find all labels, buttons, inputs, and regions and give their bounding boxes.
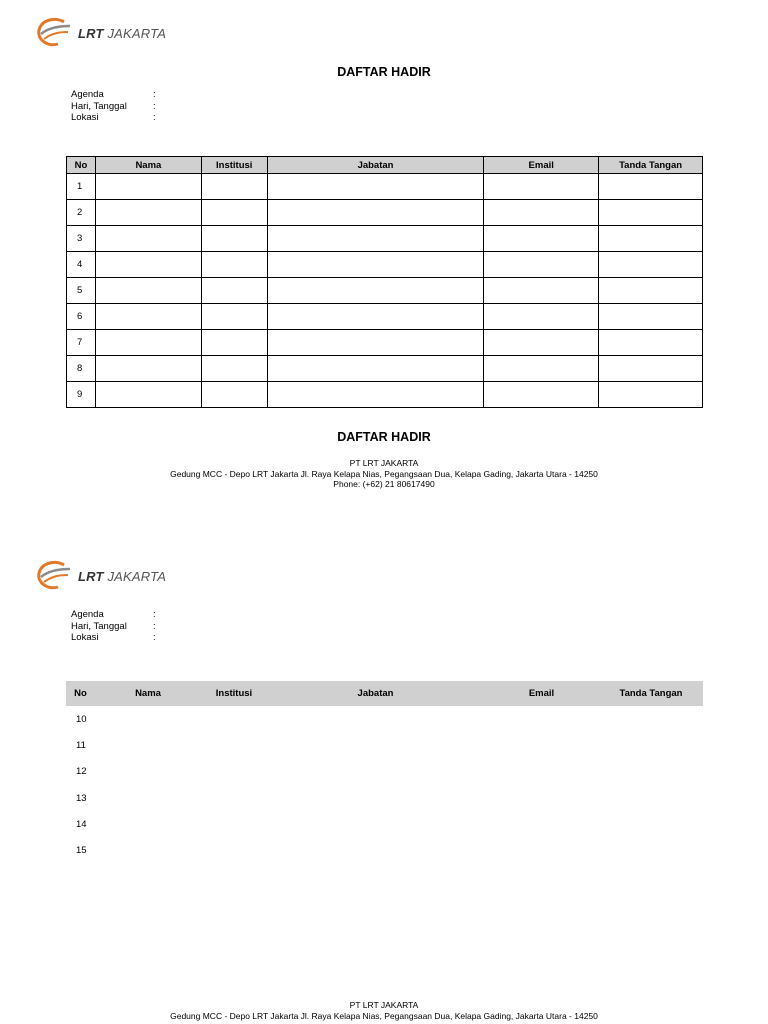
page-title: DAFTAR HADIR [337, 65, 431, 79]
cell-email[interactable] [484, 732, 599, 758]
row-number: 3 [67, 226, 96, 252]
cell-institusi[interactable] [201, 174, 267, 200]
table-row [66, 759, 703, 785]
row-number: 11 [76, 739, 86, 751]
table-row [66, 785, 703, 811]
row-number: 7 [67, 330, 96, 356]
cell-jabatan[interactable] [267, 304, 484, 330]
table-row [66, 706, 703, 732]
cell-institusi[interactable] [201, 811, 267, 837]
cell-tanda-tangan[interactable] [599, 226, 703, 252]
page-footer [0, 458, 768, 490]
lrt-logo-icon [34, 557, 74, 595]
cell-jabatan[interactable] [267, 200, 484, 226]
cell-nama[interactable] [95, 811, 201, 837]
cell-nama[interactable] [95, 837, 201, 863]
logo-text-lrt: LRT [78, 25, 104, 41]
header-nama: Nama [95, 157, 201, 174]
cell-email[interactable] [484, 330, 599, 356]
cell-email[interactable] [484, 837, 599, 863]
header-email: Email [484, 157, 599, 174]
header-no: No [66, 681, 95, 706]
row-number: 1 [67, 174, 96, 200]
row-number: 4 [67, 252, 96, 278]
header-jabatan: Jabatan [267, 681, 484, 706]
cell-email[interactable] [484, 706, 599, 732]
table-row [67, 200, 703, 226]
footer-title: DAFTAR HADIR [337, 430, 431, 444]
meta-hari-tanggal: Hari, Tanggal : [71, 620, 156, 632]
table-row [67, 304, 703, 330]
cell-jabatan[interactable] [267, 330, 484, 356]
cell-tanda-tangan[interactable] [599, 811, 703, 837]
logo-wordmark [78, 26, 166, 41]
cell-institusi[interactable] [201, 785, 267, 811]
table-row [67, 356, 703, 382]
cell-tanda-tangan[interactable] [599, 382, 703, 408]
cell-tanda-tangan[interactable] [599, 174, 703, 200]
cell-email[interactable] [484, 200, 599, 226]
cell-tanda-tangan[interactable] [599, 759, 703, 785]
cell-jabatan[interactable] [267, 382, 484, 408]
cell-tanda-tangan[interactable] [599, 706, 703, 732]
cell-nama[interactable] [95, 252, 201, 278]
cell-email[interactable] [484, 382, 599, 408]
cell-email[interactable] [484, 356, 599, 382]
header-tanda-tangan: Tanda Tangan [599, 157, 703, 174]
cell-nama[interactable] [95, 759, 201, 785]
cell-institusi[interactable] [201, 759, 267, 785]
company-logo-2 [34, 557, 166, 595]
cell-jabatan[interactable] [267, 706, 484, 732]
cell-jabatan[interactable] [267, 174, 484, 200]
meta-agenda: Agenda : [71, 609, 156, 620]
cell-email[interactable] [484, 785, 599, 811]
cell-jabatan[interactable] [267, 278, 484, 304]
table-row [67, 252, 703, 278]
header-no: No [67, 157, 96, 174]
cell-tanda-tangan[interactable] [599, 785, 703, 811]
cell-nama[interactable] [95, 356, 201, 382]
cell-nama[interactable] [95, 330, 201, 356]
table-row [67, 278, 703, 304]
row-number: 5 [67, 278, 96, 304]
logo-text-lrt: LRT [78, 568, 104, 584]
table-row [67, 330, 703, 356]
footer-address: Gedung MCC - Depo LRT Jakarta Jl. Raya Kelapa Nias, Pegangsaan Dua, Kelapa Gading, Jakarta Utara - 14250 [170, 468, 598, 479]
cell-email[interactable] [484, 174, 599, 200]
cell-email[interactable] [484, 252, 599, 278]
cell-institusi[interactable] [201, 278, 267, 304]
meta-lokasi: Lokasi : [71, 632, 156, 643]
table-row [66, 811, 703, 837]
cell-nama[interactable] [95, 785, 201, 811]
cell-tanda-tangan[interactable] [599, 330, 703, 356]
table-header-row [67, 157, 703, 174]
row-number: 12 [76, 766, 87, 778]
meta-lokasi: Lokasi : [71, 112, 156, 123]
row-number: 8 [67, 356, 96, 382]
cell-institusi[interactable] [201, 382, 267, 408]
attendance-table-2 [66, 681, 703, 864]
cell-nama[interactable] [95, 304, 201, 330]
footer-company: PT LRT JAKARTA [349, 458, 419, 468]
logo-text-jakarta: JAKARTA [107, 25, 167, 41]
attendance-table [66, 156, 703, 408]
table-header-row [66, 681, 703, 706]
row-number: 9 [67, 382, 96, 408]
cell-tanda-tangan[interactable] [599, 200, 703, 226]
table-row [67, 382, 703, 408]
cell-institusi[interactable] [201, 837, 267, 863]
table-row [67, 174, 703, 200]
cell-jabatan[interactable] [267, 811, 484, 837]
cell-tanda-tangan[interactable] [599, 304, 703, 330]
footer-address: Gedung MCC - Depo LRT Jakarta Jl. Raya Kelapa Nias, Pegangsaan Dua, Kelapa Gading, Jakarta Utara - 14250 [170, 1010, 598, 1021]
cell-institusi[interactable] [201, 732, 267, 758]
cell-jabatan[interactable] [267, 252, 484, 278]
header-tanda-tangan: Tanda Tangan [599, 681, 703, 706]
cell-institusi[interactable] [201, 304, 267, 330]
table-row [66, 837, 703, 863]
cell-tanda-tangan[interactable] [599, 356, 703, 382]
cell-tanda-tangan[interactable] [599, 252, 703, 278]
footer-company: PT LRT JAKARTA [349, 1000, 419, 1010]
cell-email[interactable] [484, 304, 599, 330]
cell-nama[interactable] [95, 382, 201, 408]
header-jabatan: Jabatan [267, 157, 484, 174]
cell-jabatan[interactable] [267, 732, 484, 758]
row-number: 13 [76, 792, 87, 804]
cell-nama[interactable] [95, 200, 201, 226]
table-row [67, 226, 703, 252]
cell-institusi[interactable] [201, 330, 267, 356]
cell-nama[interactable] [95, 174, 201, 200]
row-number: 2 [67, 200, 96, 226]
cell-institusi[interactable] [201, 706, 267, 732]
cell-institusi[interactable] [201, 356, 267, 382]
header-institusi: Institusi [201, 157, 267, 174]
row-number: 6 [67, 304, 96, 330]
header-institusi: Institusi [201, 681, 267, 706]
cell-jabatan[interactable] [267, 356, 484, 382]
row-number: 15 [76, 845, 87, 857]
cell-nama[interactable] [95, 278, 201, 304]
header-email: Email [484, 681, 599, 706]
footer-phone: Phone: (+62) 21 80617490 [333, 479, 435, 489]
table-row [66, 732, 703, 758]
cell-jabatan[interactable] [267, 785, 484, 811]
cell-jabatan[interactable] [267, 226, 484, 252]
company-logo [34, 14, 166, 52]
meta-info [71, 89, 156, 124]
lrt-logo-icon [34, 14, 74, 52]
cell-institusi[interactable] [201, 252, 267, 278]
cell-institusi[interactable] [201, 200, 267, 226]
cell-email[interactable] [484, 278, 599, 304]
cell-nama[interactable] [95, 226, 201, 252]
cell-nama[interactable] [95, 706, 201, 732]
cell-tanda-tangan[interactable] [599, 732, 703, 758]
row-number: 14 [76, 818, 87, 830]
header-nama: Nama [95, 681, 201, 706]
page-footer-2 [0, 1000, 768, 1021]
cell-email[interactable] [484, 226, 599, 252]
row-number: 10 [76, 713, 87, 725]
cell-email[interactable] [484, 759, 599, 785]
meta-agenda: Agenda : [71, 89, 156, 100]
cell-institusi[interactable] [201, 226, 267, 252]
meta-info-2 [71, 609, 156, 644]
meta-hari-tanggal: Hari, Tanggal : [71, 100, 156, 112]
cell-jabatan[interactable] [267, 837, 484, 863]
cell-nama[interactable] [95, 732, 201, 758]
logo-wordmark [78, 569, 166, 584]
cell-jabatan[interactable] [267, 759, 484, 785]
cell-tanda-tangan[interactable] [599, 278, 703, 304]
cell-tanda-tangan[interactable] [599, 837, 703, 863]
logo-text-jakarta: JAKARTA [107, 568, 167, 584]
cell-email[interactable] [484, 811, 599, 837]
